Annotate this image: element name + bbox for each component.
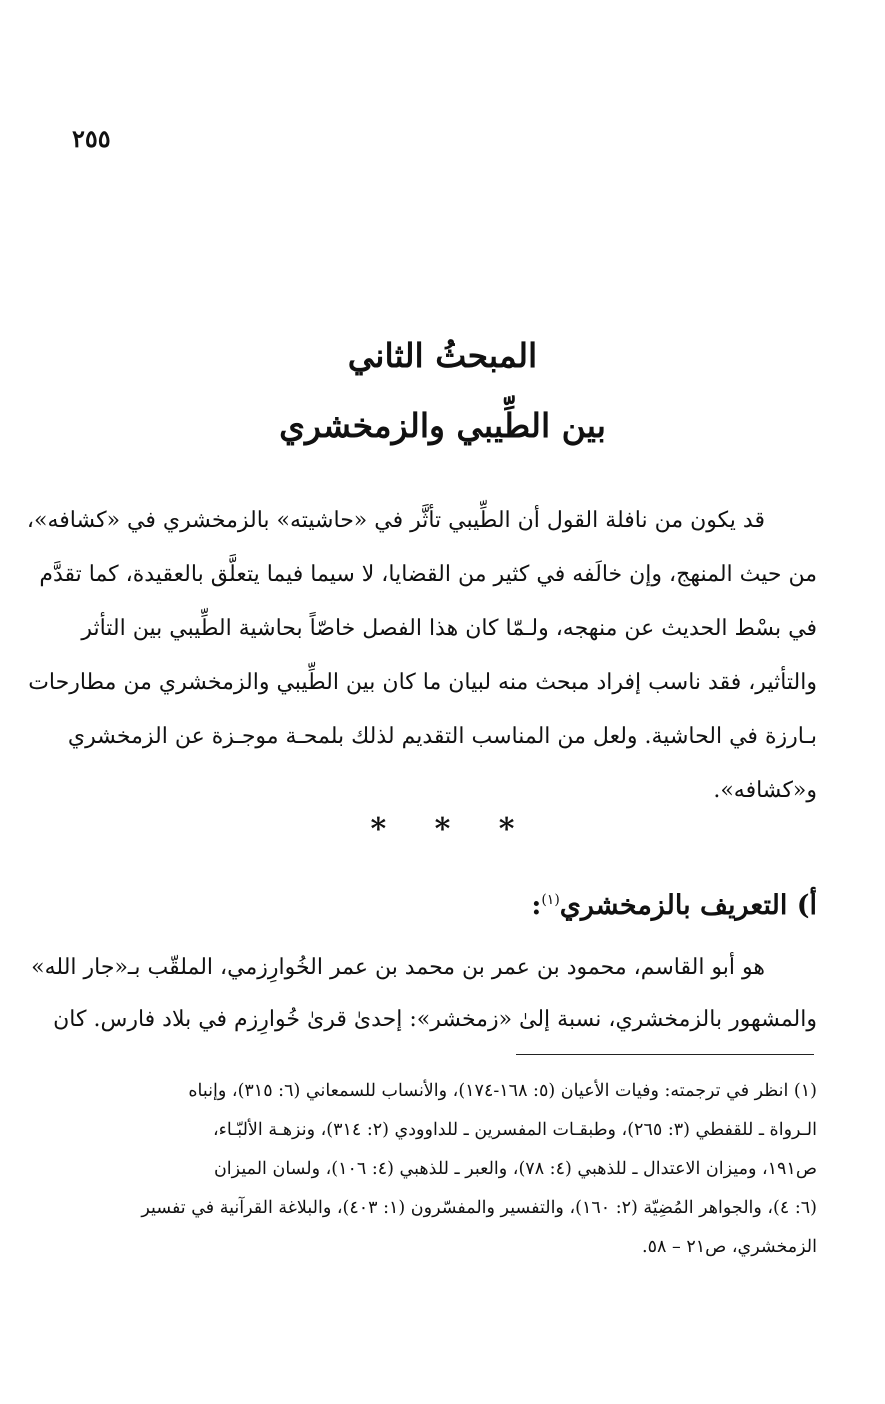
footnote-line: ص١٩١، وميزان الاعتدال ـ للذهبي (٤: ٧٨)، والعبر ـ للذهبي (٤: ١٠٦)، ولسان الميزان (213, 1159, 817, 1179)
chapter-subtitle: بين الطِّيبي والزمخشري (279, 406, 606, 445)
paragraph-line: والتأثير، فقد ناسب إفراد مبحث منه لبيان ما كان بين الطِّيبي والزمخشري من مطارحات (28, 670, 817, 695)
footnote-divider (516, 1054, 814, 1055)
footnotes (66, 1072, 817, 1267)
page-number: ٢٥٥ (72, 124, 111, 153)
section-separator: * * * (370, 812, 515, 847)
paragraph-line: بـارزة في الحاشية. ولعل من المناسب التقديم لذلك بلمحـة موجـزة عن الزمخشري (67, 724, 817, 749)
footnote-line: (١) انظر في ترجمته: وفيات الأعيان (٥: ١٦٨-١٧٤)، والأنساب للسمعاني (٦: ٣١٥)، وإنباه (188, 1081, 817, 1101)
biography-paragraph (31, 942, 817, 1046)
paragraph-line: هو أبو القاسم، محمود بن عمر بن محمد بن عمر الخُوارِزمي، الملقّب بـ«جار الله» (31, 955, 765, 980)
footnote-line: الزمخشري، ص٢١ – ٥٨. (642, 1237, 817, 1257)
section-heading-text: أ) التعريف بالزمخشري (559, 890, 817, 921)
chapter-title: المبحثُ الثاني (347, 336, 538, 375)
paragraph-line: والمشهور بالزمخشري، نسبة إلىٰ «زمخشر»: إحدىٰ قرىٰ خُوارِزم في بلاد فارس. كان (53, 1007, 817, 1032)
footnote-line: الـرواة ـ للقفطي (٣: ٢٦٥)، وطبقـات المفسرين ـ للداوودي (٢: ٣١٤)، ونزهـة الألبّـاء، (212, 1120, 817, 1140)
paragraph-line: من حيث المنهج، وإن خالَفه في كثير من القضايا، لا سيما فيما يتعلَّق بالعقيدة، كما تقدَّم (39, 562, 817, 587)
paragraph-line: في بسْط الحديث عن منهجه، ولـمّا كان هذا الفصل خاصّاً بحاشية الطِّيبي بين التأثر (81, 616, 817, 641)
section-heading-colon: : (531, 890, 542, 921)
intro-paragraph (26, 494, 817, 818)
section-heading (531, 890, 817, 921)
paragraph-line: قد يكون من نافلة القول أن الطِّيبي تأثَّر في «حاشيته» بالزمخشري في «كشافه»، (26, 508, 765, 533)
footnote-reference: (١) (541, 892, 560, 908)
paragraph-line: و«كشافه». (713, 778, 817, 803)
footnote-line: (٦: ٤)، والجواهر المُضِيّة (٢: ١٦٠)، والتفسير والمفسّرون (١: ٤٠٣)، والبلاغة القرآنية في تفسير (141, 1198, 817, 1218)
